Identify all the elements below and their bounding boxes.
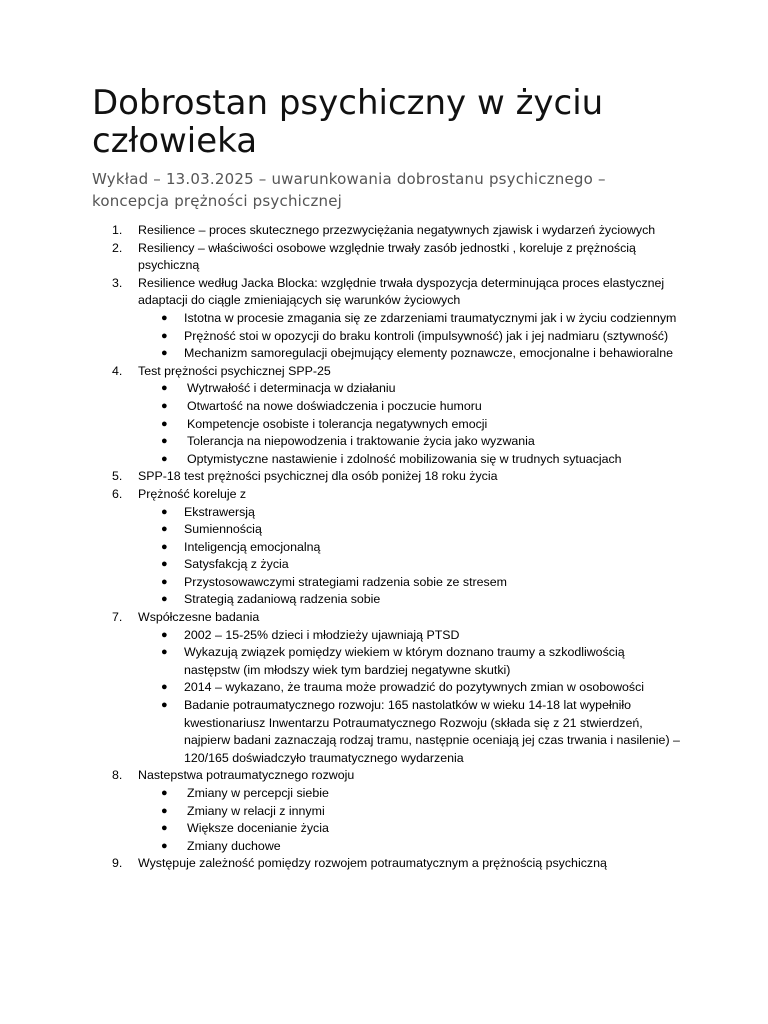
list-item — [92, 222, 682, 240]
bullet-icon: ● — [161, 593, 168, 606]
list-item — [92, 468, 682, 486]
bullet-icon: ● — [161, 452, 168, 465]
bullet-item-text: Większe docenianie życia — [187, 821, 329, 836]
list-item-number: 7. — [112, 610, 123, 625]
bullet-item-text: Zmiany w relacji z innymi — [187, 803, 325, 818]
bullet-icon: ● — [161, 575, 168, 588]
list-item-number: 2. — [112, 240, 123, 255]
page-title: Dobrostan psychiczny w życiu człowieka — [92, 83, 604, 161]
bullet-icon: ● — [161, 699, 168, 712]
bullet-icon: ● — [161, 540, 168, 553]
bullet-icon: ● — [161, 311, 168, 324]
bullet-item-text: Otwartość na nowe doświadczenia i poczucie humoru — [187, 398, 482, 413]
bullet-item-text: Wytrwałość i determinacja w działaniu — [187, 381, 396, 396]
bullet-icon: ● — [161, 347, 168, 360]
bullet-icon: ● — [161, 523, 168, 536]
list-item-number: 6. — [112, 486, 123, 501]
list-item — [92, 609, 682, 767]
bullet-item-text: Prężność stoi w opozycji do braku kontroli (impulsywność) jak i jej nadmiaru (sztywność) — [184, 328, 669, 343]
bullet-list — [138, 785, 682, 855]
page-subtitle: Wykład – 13.03.2025 – uwarunkowania dobrostanu psychicznego – koncepcja prężności psychicznej — [92, 170, 606, 210]
bullet-item-text: Inteligencją emocjonalną — [184, 539, 321, 554]
list-item — [92, 855, 682, 873]
bullet-item-text: Zmiany duchowe — [187, 838, 281, 853]
bullet-item — [92, 310, 682, 328]
bullet-icon: ● — [161, 505, 168, 518]
bullet-item-text: Mechanizm samoregulacji obejmujący elementy poznawcze, emocjonalne i behawioralne — [184, 346, 673, 361]
numbered-list — [92, 222, 682, 873]
bullet-list — [138, 380, 682, 468]
bullet-item-text: Optymistyczne nastawienie i zdolność mobilizowania się w trudnych sytuacjach — [187, 451, 622, 466]
list-item — [92, 240, 682, 275]
bullet-item — [92, 433, 682, 451]
bullet-item — [92, 504, 682, 522]
bullet-item-text: 2002 – 15-25% dzieci i młodzieży ujawniają PTSD — [184, 627, 460, 642]
bullet-item — [92, 574, 682, 592]
bullet-icon: ● — [161, 822, 168, 835]
bullet-item — [92, 380, 682, 398]
bullet-item — [92, 785, 682, 803]
bullet-icon: ● — [161, 681, 168, 694]
bullet-item — [92, 398, 682, 416]
bullet-list — [138, 627, 682, 768]
bullet-item — [92, 416, 682, 434]
bullet-item — [92, 803, 682, 821]
bullet-item — [92, 345, 682, 363]
bullet-item — [92, 521, 682, 539]
list-item — [92, 486, 682, 609]
bullet-item — [92, 679, 682, 697]
bullet-item — [92, 539, 682, 557]
bullet-icon: ● — [161, 628, 168, 641]
bullet-icon: ● — [161, 329, 168, 342]
bullet-list — [138, 504, 682, 610]
bullet-item-text: Badanie potraumatycznego rozwoju: 165 nastolatków w wieku 14-18 lat wypełniło kwestionariusz Inwentarzu Potraumatycznego Rozwoju (składa się z 21 stwierdzeń, najpierw badani zaznaczają rodzaj tramu, następnie oceniają jej czas trwania i nasilenie) – 120/165 doświadczyło traumatycznego wydarzenia — [184, 698, 680, 765]
bullet-icon: ● — [161, 399, 168, 412]
bullet-icon: ● — [161, 839, 168, 852]
list-item-text: SPP-18 test prężności psychicznej dla osób poniżej 18 roku życia — [138, 469, 498, 484]
bullet-item-text: Zmiany w percepcji siebie — [187, 786, 329, 800]
list-item-number: 3. — [112, 275, 123, 290]
list-item — [92, 363, 682, 469]
bullet-item-text: Strategią zadaniową radzenia sobie — [184, 592, 381, 607]
bullet-item — [92, 820, 682, 838]
bullet-item-text: Przystosowawczymi strategiami radzenia sobie ze stresem — [184, 574, 507, 589]
list-item-number: 4. — [112, 363, 123, 378]
bullet-item-text: Ekstrawersją — [184, 504, 255, 519]
bullet-item — [92, 591, 682, 609]
list-item-number: 1. — [112, 223, 123, 237]
bullet-icon: ● — [161, 787, 168, 799]
bullet-item — [92, 697, 682, 767]
bullet-item-text: Kompetencje osobiste i tolerancja negatywnych emocji — [187, 416, 488, 431]
bullet-item — [92, 838, 682, 856]
list-item-text: Resiliency – właściwości osobowe względnie trwały zasób jednostki , koreluje z prężnością psychiczną — [138, 240, 636, 273]
list-item-number: 5. — [112, 469, 123, 484]
bullet-item-text: Satysfakcją z życia — [184, 557, 289, 572]
bullet-icon: ● — [161, 417, 168, 430]
bullet-item-text: 2014 – wykazano, że trauma może prowadzić do pozytywnych zmian w osobowości — [184, 680, 645, 695]
list-item-text: Prężność koreluje z — [138, 486, 247, 501]
bullet-list — [138, 310, 682, 363]
bullet-item — [92, 451, 682, 469]
bullet-item — [92, 627, 682, 645]
list-item-number: 9. — [112, 856, 123, 871]
document-page — [92, 84, 682, 873]
bullet-item-text: Wykazują związek pomiędzy wiekiem w którym doznano traumy a szkodliwością następstw (im młodszy wiek tym bardziej negatywne skutki) — [184, 645, 625, 677]
list-item — [92, 767, 682, 855]
bullet-icon: ● — [161, 646, 168, 659]
bullet-item — [92, 328, 682, 346]
bullet-item-text: Tolerancja na niepowodzenia i traktowanie życia jako wyzwania — [187, 434, 535, 449]
list-item-text: Występuje zależność pomiędzy rozwojem potraumatycznym a prężnością psychiczną — [138, 856, 607, 871]
list-item-text: Resilience – proces skutecznego przezwyciężania negatywnych zjawisk i wydarzeń życiowych — [138, 223, 656, 237]
list-item-text: Resilience według Jacka Blocka: względnie trwała dyspozycja determinująca proces elastycznej adaptacji do ciągle zmieniających się warunków życiowych — [138, 275, 665, 308]
bullet-item-text: Istotna w procesie zmagania się ze zdarzeniami traumatycznymi jak i w życiu codziennym — [184, 310, 677, 325]
list-item-text: Współczesne badania — [138, 610, 260, 625]
bullet-icon: ● — [161, 435, 168, 448]
bullet-icon: ● — [161, 382, 168, 395]
bullet-icon: ● — [161, 804, 168, 817]
list-item-text: Nastepstwa potraumatycznego rozwoju — [138, 768, 355, 783]
bullet-icon: ● — [161, 558, 168, 571]
bullet-item — [92, 556, 682, 574]
list-item-number: 8. — [112, 768, 123, 783]
list-item-text: Test prężności psychicznej SPP-25 — [138, 363, 331, 378]
list-item — [92, 275, 682, 363]
bullet-item — [92, 644, 682, 679]
bullet-item-text: Sumiennością — [184, 522, 262, 537]
